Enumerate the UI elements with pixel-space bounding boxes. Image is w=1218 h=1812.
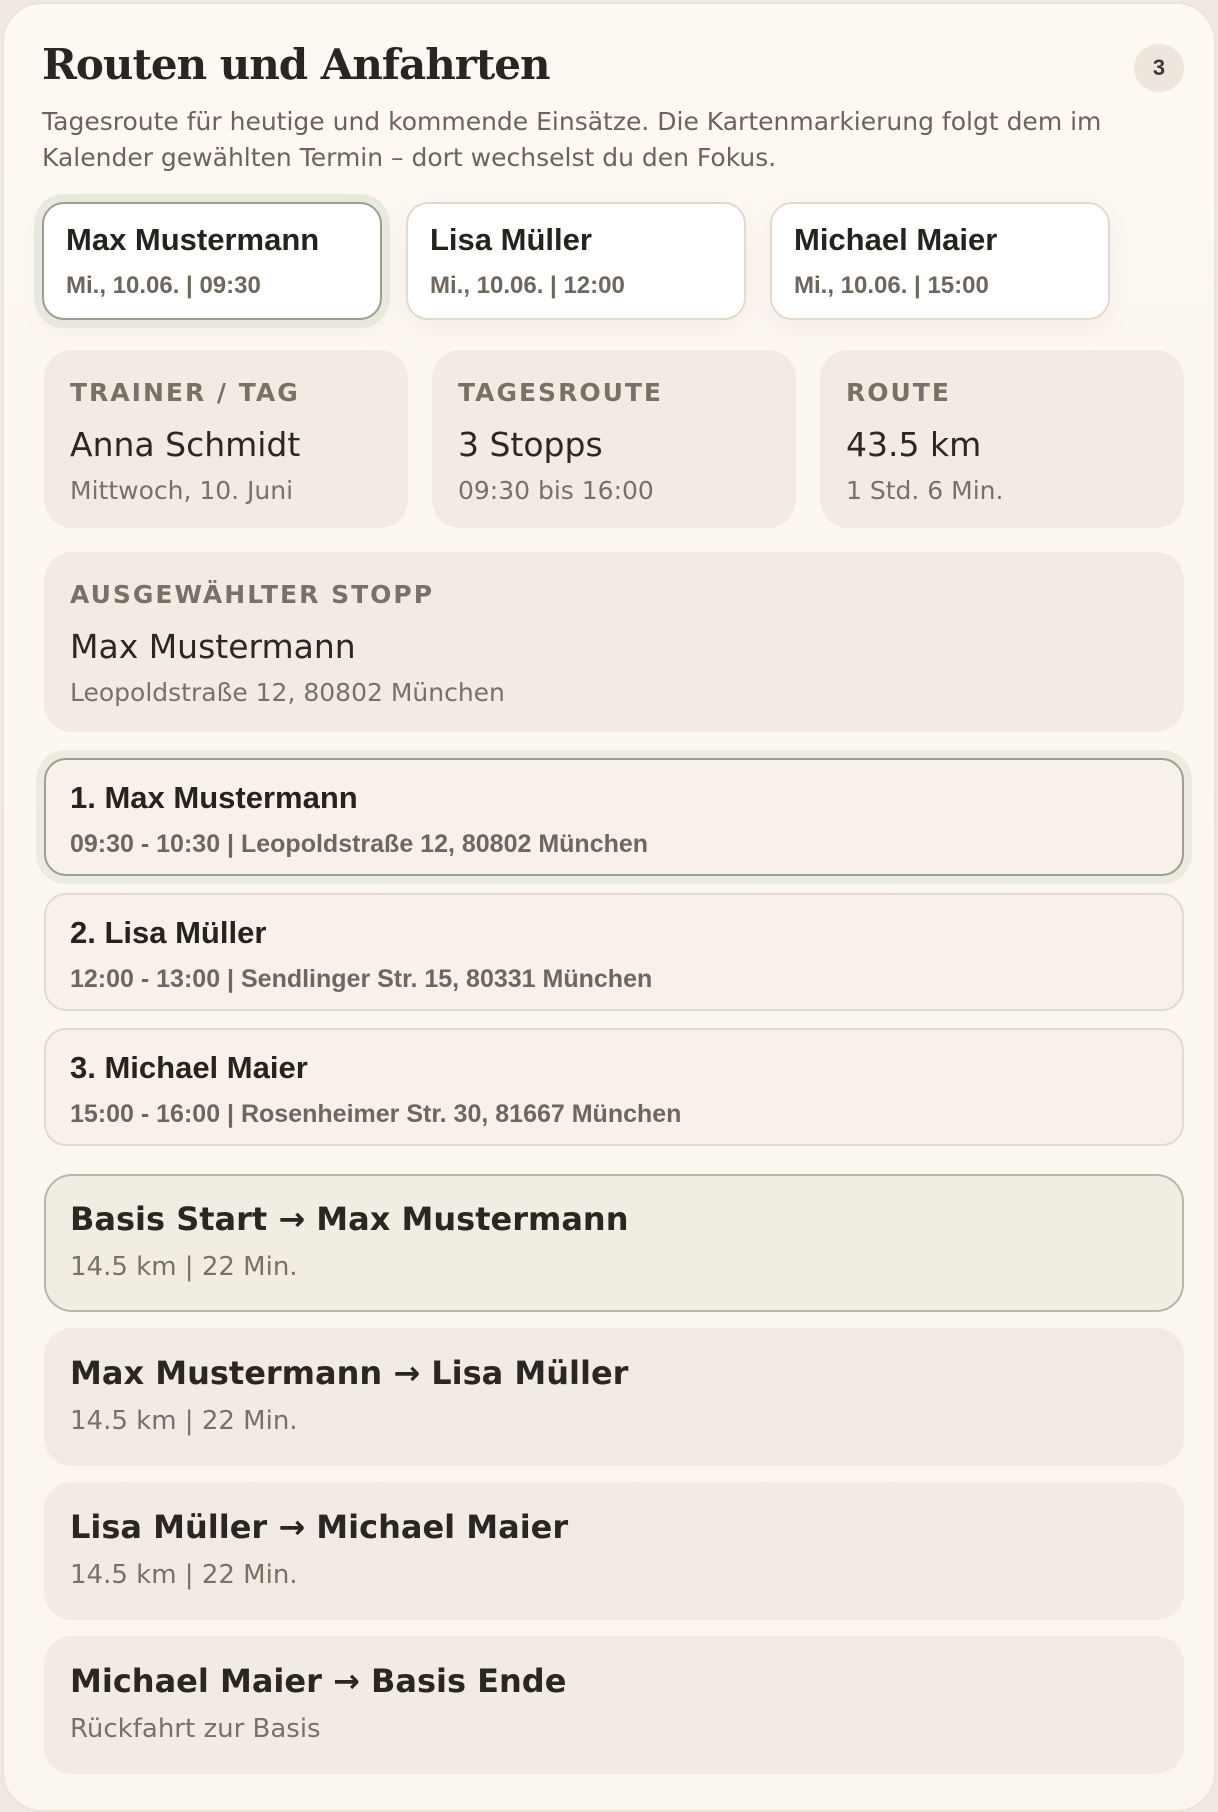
route-leg-info: 14.5 km | 22 Min. (70, 1406, 298, 1436)
day-route-card (432, 350, 796, 528)
trainer-day: Mittwoch, 10. Juni (70, 476, 294, 505)
stop-detail: 09:30 - 10:30 | Leopoldstraße 12, 80802 München (70, 830, 649, 858)
route-leg-title: Basis Start → Max Mustermann (70, 1200, 629, 1238)
stop-title: 3. Michael Maier (70, 1050, 308, 1085)
stop-item-3[interactable] (44, 1028, 1184, 1146)
trainer-card (44, 350, 408, 528)
appointment-chip-lisa-mueller[interactable] (406, 202, 746, 320)
stop-title: 1. Max Mustermann (70, 780, 358, 815)
appointment-datetime: Mi., 10.06. | 09:30 (66, 272, 261, 299)
selected-stop-label: AUSGEWÄHLTER STOPP (70, 580, 435, 609)
day-route-stops: 3 Stopps (458, 425, 603, 464)
appointment-name: Lisa Müller (430, 222, 592, 257)
trainer-label: TRAINER / TAG (70, 378, 300, 407)
stop-detail: 12:00 - 13:00 | Sendlinger Str. 15, 80331 München (70, 965, 653, 993)
count-badge: 3 (1134, 44, 1184, 92)
route-leg-title: Lisa Müller → Michael Maier (70, 1508, 569, 1546)
day-route-label: TAGESROUTE (458, 378, 663, 407)
trainer-name: Anna Schmidt (70, 425, 301, 464)
route-leg-title: Max Mustermann → Lisa Müller (70, 1354, 629, 1392)
day-route-timespan: 09:30 bis 16:00 (458, 476, 654, 505)
route-card (820, 350, 1184, 528)
route-leg-info: 14.5 km | 22 Min. (70, 1560, 298, 1590)
route-leg-title: Michael Maier → Basis Ende (70, 1662, 567, 1700)
selected-stop-card (44, 552, 1184, 732)
appointment-datetime: Mi., 10.06. | 15:00 (794, 272, 989, 299)
route-leg-1[interactable] (44, 1174, 1184, 1312)
appointment-name: Michael Maier (794, 222, 998, 257)
route-distance: 43.5 km (846, 425, 982, 464)
page-title: Routen und Anfahrten (42, 40, 550, 89)
route-leg-info: Rückfahrt zur Basis (70, 1714, 321, 1744)
stop-item-2[interactable] (44, 893, 1184, 1011)
route-duration: 1 Std. 6 Min. (846, 476, 1004, 505)
appointment-datetime: Mi., 10.06. | 12:00 (430, 272, 625, 299)
appointment-name: Max Mustermann (66, 222, 320, 257)
routes-panel (2, 2, 1216, 1812)
selected-stop-name: Max Mustermann (70, 627, 356, 666)
route-leg-2[interactable] (44, 1328, 1184, 1466)
route-label: ROUTE (846, 378, 951, 407)
stop-item-1[interactable] (44, 758, 1184, 876)
page-description: Tagesroute für heutige und kommende Einsätze. Die Kartenmarkierung folgt dem im Kalender gewählten Termin – dort wechselst du den Fokus. (42, 107, 1102, 172)
route-leg-3[interactable] (44, 1482, 1184, 1620)
selected-stop-address: Leopoldstraße 12, 80802 München (70, 678, 505, 707)
stop-detail: 15:00 - 16:00 | Rosenheimer Str. 30, 81667 München (70, 1100, 682, 1128)
stop-title: 2. Lisa Müller (70, 915, 267, 950)
route-leg-info: 14.5 km | 22 Min. (70, 1252, 298, 1282)
appointment-chip-max-mustermann[interactable] (42, 202, 382, 320)
route-leg-4[interactable] (44, 1636, 1184, 1774)
appointment-chip-michael-maier[interactable] (770, 202, 1110, 320)
